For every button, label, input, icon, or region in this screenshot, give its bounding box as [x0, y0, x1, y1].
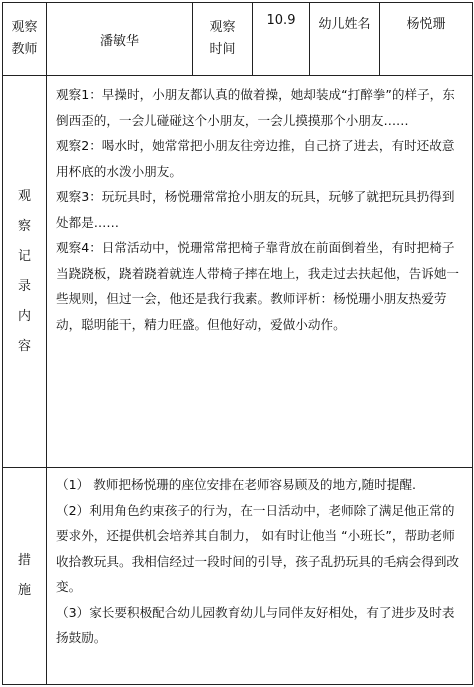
- record-side-char: 内: [17, 308, 31, 324]
- measures-side-label: [3, 468, 47, 685]
- child-name-label: 幼儿姓名: [310, 3, 380, 76]
- measures-side-char: 施: [17, 583, 31, 598]
- measures-content: [47, 468, 473, 685]
- observation-4: 观察4：日常活动中，悦珊常常把椅子靠背放在前面倒着坐，有时把椅子当跷跷板，跷着跷着就连人带椅子摔在地上，我走过去扶起他，告诉她一些规则，但过一会，他还是我行我素。教师评析：杨悦珊小朋友热爱劳动，聪明能干，精力旺盛。但他好动，爱做小动作。: [56, 240, 459, 332]
- record-table: [2, 2, 473, 685]
- record-side-char: 记: [17, 248, 31, 264]
- record-side-char: 观: [17, 188, 31, 204]
- observation-3: 观察3：玩玩具时，杨悦珊常常抢小朋友的玩具，玩够了就把玩具扔得到处都是……: [56, 189, 455, 230]
- record-side-label: [3, 76, 47, 468]
- time-value: 10.9: [253, 3, 310, 76]
- time-label-line1: 观察: [209, 20, 236, 35]
- measures-side-char: 措: [17, 553, 31, 568]
- measure-item-1: （1） 教师把杨悦珊的座位安排在老师容易顾及的地方,随时提醒.: [56, 477, 417, 492]
- observation-1: 观察1：早操时，小朋友都认真的做着操，她却装成“打醉拳”的样子，东倒西歪的，一会儿碰碰这个小朋友，一会儿摸摸那个小朋友……: [56, 87, 455, 128]
- time-label: [193, 3, 253, 76]
- measure-item-2: （2）利用角色约束孩子的行为，在一日活动中，老师除了满足他正常的要求外，还提供机会培养其自制力， 如有时让他当 “小班长”，帮助老师收拾教玩具。我相信经过一段时间的引导，孩子乱扔玩具的毛病会得到改变。: [56, 502, 459, 594]
- measure-item-3: （3）家长要积极配合幼儿园教育幼儿与同伴友好相处，有了进步及时表扬鼓励。: [56, 604, 455, 645]
- observation-2: 观察2：喝水时，她常常把小朋友往旁边推，自己挤了进去，有时还故意用杯底的水泼小朋友。: [56, 138, 455, 179]
- header-row: [3, 3, 473, 76]
- observer-value: 潘敏华: [47, 3, 193, 76]
- record-side-char: 察: [17, 218, 31, 234]
- observer-label: [3, 3, 47, 76]
- record-row: [3, 76, 473, 468]
- record-side-char: 容: [17, 338, 31, 354]
- record-content: [47, 76, 473, 468]
- record-side-char: 录: [17, 278, 31, 294]
- observer-label-line1: 观察: [11, 20, 38, 35]
- child-name-value: 杨悦珊: [380, 3, 473, 76]
- measures-row: [3, 468, 473, 685]
- observer-label-line2: 教师: [11, 42, 38, 57]
- time-label-line2: 时间: [209, 42, 236, 57]
